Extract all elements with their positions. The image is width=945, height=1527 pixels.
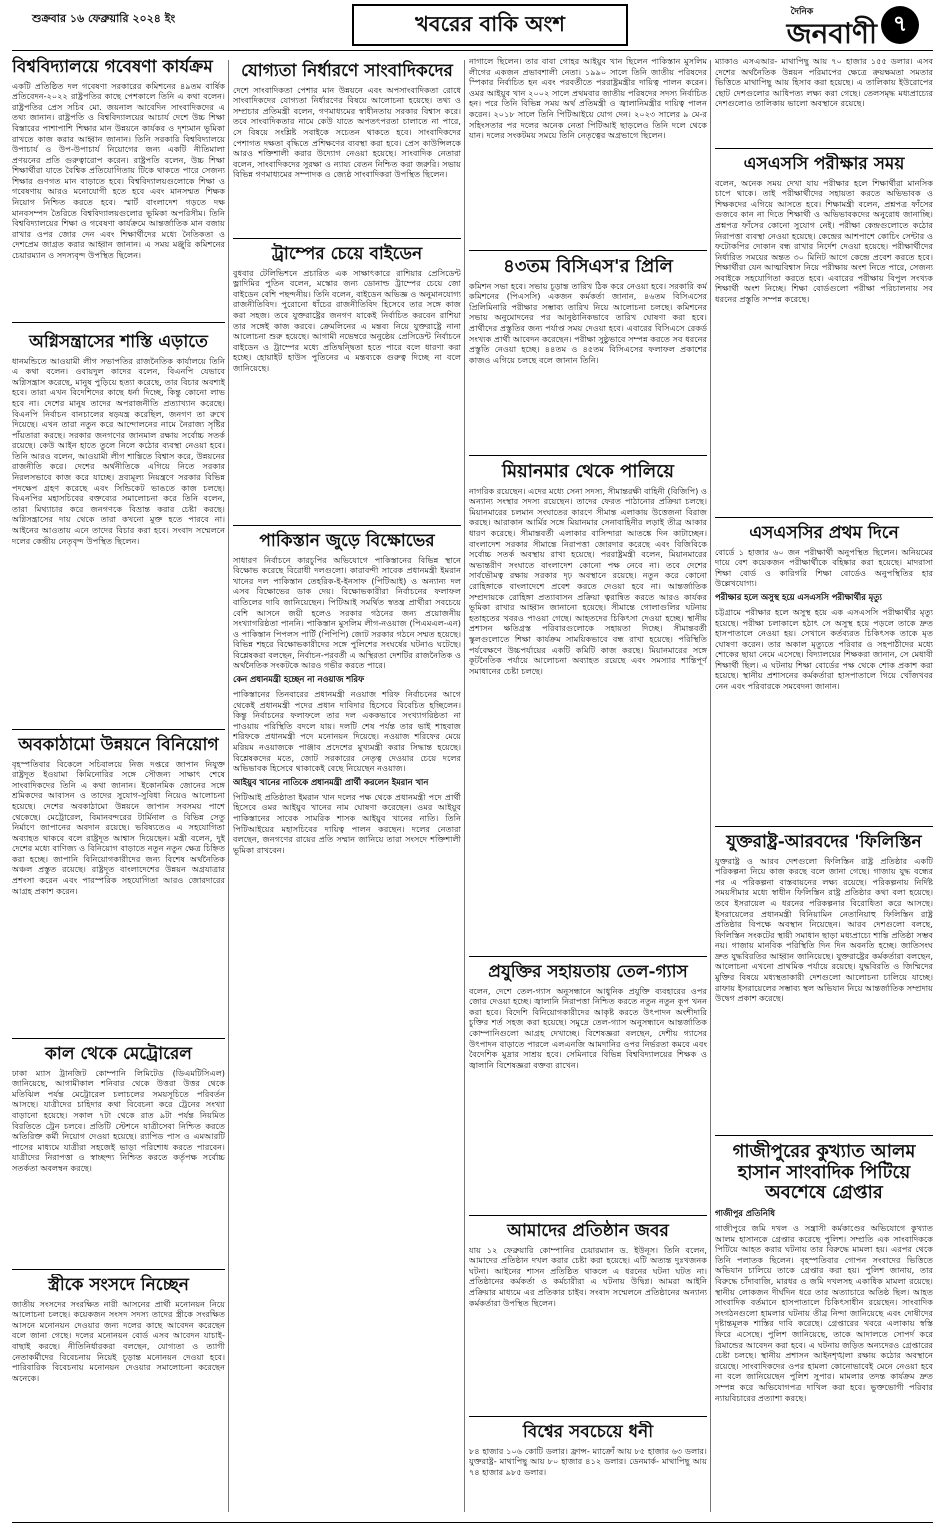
separator [233,525,461,526]
article-oil-gas [469,961,707,1211]
logo-name: জনবাণী [786,17,877,50]
column-2 [233,56,461,1517]
section-title: খবরের বাকি অংশ [352,4,628,46]
article-body: যায় ১২ ফেব্রুয়ারি কোম্পানির চেয়ারম্যান ড. ইউনূস। তিনি বলেন, আমাদের প্রতিষ্ঠান দখল করার চেষ্টা করা হয়েছে। এটি অত্যন্ত দুঃখজনক ঘটনা। আইনের শাসন প্রতিষ্ঠিত থাকলে এ ধরনের ঘটনা ঘটত না। প্রতিষ্ঠানের কর্মকর্তা ও কর্মচারীরা এ ঘটনায় উদ্বিগ্ন। আমরা আইনি প্রক্রিয়ার মাধ্যমে এর প্রতিকার চাইব। সংবাদ সম্মেলনে প্রতিষ্ঠানের অন্যান্য কর্মকর্তারা উপস্থিত ছিলেন। [469,1244,707,1308]
article-body: জাতীয় সংসদের সংরক্ষিত নারী আসনের প্রার্থী মনোনয়ন নিয়ে আলোচনা চলছে। কয়েকজন সংসদ সদস্য তাদের স্ত্রীকে সংরক্ষিত আসনে মনোনয়ন দেওয়ার জন্য দলের কাছে আবেদন করেছেন বলে জানা গেছে। দলের মনোনয়ন বোর্ড এসব আবেদন যাচাই-বাছাই করছে। নীতিনির্ধারকরা বলছেন, যোগ্যতা ও ত্যাগী নেতাকর্মীদের বিবেচনায় নিয়েই চূড়ান্ত মনোনয়ন দেওয়া হবে। পারিবারিক বিবেচনায় মনোনয়ন দেওয়ার সমালোচনা করেছেন অনেকে। [12,1298,225,1383]
article-body: নাগালে ছিলেন। তার বাবা গোহর আইয়ুব খান ছিলেন পাকিস্তান মুসলিম লীগের একজন প্রভাবশালী নেতা। ১৯৯০ সালে তিনি জাতীয় পরিষদের স্পিকার নির্বাচিত হন এবং পরবর্তীতে পররাষ্ট্রমন্ত্রীর দায়িত্ব পালন করেন। ওমর আইয়ুব খান ২০০২ সালে প্রথমবার জাতীয় পরিষদের সদস্য নির্বাচিত হন। পরে তিনি বিভিন্ন সময় অর্থ প্রতিমন্ত্রী ও জ্বালানিমন্ত্রীর দায়িত্ব পালন করেন। ২০১৮ সালে তিনি পিটিআইয়ে যোগ দেন। ২০২৩ সালের ৯ মে-র সহিংসতার পর দলের অনেক নেতা পিটিআই ছাড়লেও তিনি দলে থেকে যান। দলের সংকটময় সময়ে তিনি নেতৃত্বের অগ্রভাগে ছিলেন। [469,56,707,141]
headline: মিয়ানমার থেকে পালিয়ে [502,461,674,482]
headline: প্রযুক্তির সহায়তায় তেল-গ্যাস [488,962,688,982]
article-wife-parliament [12,1274,225,1509]
article-biden-trump [233,243,461,521]
column-divider [710,60,711,1512]
article-infrastructure-investment [12,734,225,1034]
headline: আমাদের প্রতিষ্ঠান জবর [507,1221,669,1241]
article-metrorail [12,1043,225,1265]
headline: বিশ্বের সবচেয়ে ধনী [522,1422,654,1442]
article-body: ধানমন্ডিতে আওয়ামী লীগ সভাপতির রাজনৈতিক কার্যালয়ে তিনি এ কথা বলেন। ওবায়দুল কাদের বলেন, বিএনপি যেভাবে অগ্নিসন্ত্রাস করেছে, মানুষ পুড়িয়ে হত্যা করেছে, তার বিচার অবশ্যই হবে। তারা এখন বিদেশিদের কাছে ধর্না দিচ্ছে, কিন্তু কোনো লাভ হবে না। দেশের মানুষ তাদের অপরাজনীতি প্রত্যাখ্যান করেছে। বিএনপি নির্বাচন বানচালের ষড়যন্ত্র করেছিল, জনগণ তা রুখে দিয়েছে। এখন তারা নতুন করে আন্দোলনের নামে নৈরাজ্য সৃষ্টির পাঁয়তারা করছে। সরকার জনগণের জানমাল রক্ষায় সর্বোচ্চ সতর্ক রয়েছে। কেউ আইন হাতে তুলে নিলে কঠোর ব্যবস্থা নেওয়া হবে। তিনি আরও বলেন, আওয়ামী লীগ শান্তিতে বিশ্বাস করে, উন্নয়নের রাজনীতি করে। দেশের অর্থনীতিকে এগিয়ে নিতে সরকার নিরলসভাবে কাজ করে যাচ্ছে। দ্রব্যমূল্য নিয়ন্ত্রণে সরকার বিভিন্ন পদক্ষেপ গ্রহণ করেছে এবং সিন্ডিকেট ভাঙতে কাজ চলছে। বিএনপির মহাসচিবের বক্তব্যের সমালোচনা করে তিনি বলেন, তারা মিথ্যাচার করে জনগণকে বিভ্রান্ত করার চেষ্টা করছে। অগ্নিসন্ত্রাসের দায় থেকে তারা কখনো মুক্ত হতে পারবে না। আইনের আওতায় এনে তাদের বিচার করা হবে। সংবাদ সম্মেলনে দলের কেন্দ্রীয় নেতৃবৃন্দ উপস্থিত ছিলেন। [12,355,225,546]
byline: গাজীপুর প্রতিনিধি [715,1208,775,1219]
article-body: কমিশন সভা হবে। সভায় চূড়ান্ত তারিখ ঠিক করে নেওয়া হবে। সরকারি কর্ম কমিশনের (পিএসসি) একজন কর্মকর্তা জানান, ৪৬তম বিসিএসের প্রিলিমিনারি পরীক্ষার সম্ভাব্য তারিখ নিয়ে আলোচনা চলছে। কমিশনের সভায় অনুমোদনের পর আনুষ্ঠানিকভাবে তারিখ ঘোষণা করা হবে। প্রার্থীদের প্রস্তুতির জন্য পর্যাপ্ত সময় দেওয়া হবে। এবারের বিসিএসে রেকর্ড সংখ্যক প্রার্থী আবেদন করেছেন। পরীক্ষা সুষ্ঠুভাবে সম্পন্ন করতে সব ধরনের প্রস্তুতি নেওয়া হচ্ছে। ৪৪তম ও ৪৫তম বিসিএসের ফলাফল প্রকাশের কাজও এগিয়ে চলছে বলে জানান তিনি। [469,280,707,365]
separator [12,1269,225,1270]
column-divider [228,60,229,1512]
article-ssc-first-day [715,522,933,822]
article-us-arab-palestine [715,831,933,1131]
article-body: ৮৪ হাজার ১০৬ কোটি ডলার। ফ্রান্স- ম্যাক্রোঁ আয় ৮৫ হাজার ৬৩ ডলার। যুক্তরাষ্ট্র- মাথাপিছু আয় ৮০ হাজার ৪১২ ডলার। ডেনমার্ক- মাথাপিছু আয় ৭৪ হাজার ৯৮৫ ডলার। [469,1445,707,1477]
article-body: দেশে সাংবাদিকতা পেশার মান উন্নয়নে এবং অপসাংবাদিকতা রোধে সাংবাদিকদের যোগ্যতা নির্ধারণের বিষয়ে আলোচনা হয়েছে। তথ্য ও সম্প্রচার প্রতিমন্ত্রী বলেন, গণমাধ্যমের স্বাধীনতায় সরকার বিশ্বাস করে। তবে সাংবাদিকতার নামে কেউ যাতে অপতৎপরতা চালাতে না পারে, সে বিষয়ে সংশ্লিষ্ট সবাইকে সচেতন থাকতে হবে। সাংবাদিকদের পেশাগত দক্ষতা বৃদ্ধিতে প্রশিক্ষণের ব্যবস্থা করা হবে। প্রেস কাউন্সিলকে আরও শক্তিশালী করার উদ্যোগ নেওয়া হয়েছে। সাংবাদিক নেতারা বলেন, সাংবাদিকদের সুরক্ষা ও ন্যায্য বেতন নিশ্চিত করা জরুরি। সভায় বিভিন্ন গণমাধ্যমের সম্পাদক ও জ্যেষ্ঠ সাংবাদিকরা উপস্থিত ছিলেন। [233,84,461,180]
article-body: চট্টগ্রামে পরীক্ষার হলে অসুস্থ হয়ে এক এসএসসি পরীক্ষার্থীর মৃত্যু হয়েছে। পরীক্ষা চলাকালে হঠাৎ সে অসুস্থ হয়ে পড়লে তাকে দ্রুত হাসপাতালে নেওয়া হয়। সেখানে কর্তব্যরত চিকিৎসক তাকে মৃত ঘোষণা করেন। তার অকাল মৃত্যুতে পরিবার ও সহপাঠীদের মধ্যে শোকের ছায়া নেমে এসেছে। বিদ্যালয়ের শিক্ষকরা জানান, সে মেধাবী শিক্ষার্থী ছিল। এ ঘটনায় শিক্ষা বোর্ডের পক্ষ থেকে শোক প্রকাশ করা হয়েছে। স্থানীয় প্রশাসনের কর্মকর্তারা হাসপাতালে গিয়ে খোঁজখবর নেন এবং পরিবারকে সমবেদনা জানান। [715,606,933,692]
article-body: বলেন, অনেক সময় দেখা যায় পরীক্ষার হলে শিক্ষার্থীরা মানসিক চাপে থাকে। তাই পরীক্ষার্থীদের সহায়তা করতে অভিভাবক ও শিক্ষকদের এগিয়ে আসতে হবে। শিক্ষামন্ত্রী বলেন, প্রশ্নপত্র ফাঁসের গুজবে কান না দিতে শিক্ষার্থী ও অভিভাবকদের অনুরোধ জানাচ্ছি। প্রশ্নপত্র ফাঁসের কোনো সুযোগ নেই। পরীক্ষা কেন্দ্রগুলোতে কঠোর নিরাপত্তা ব্যবস্থা নেওয়া হয়েছে। কেন্দ্রের আশপাশে কোচিং সেন্টার ও ফটোকপির দোকান বন্ধ রাখার নির্দেশ দেওয়া হয়েছে। পরীক্ষার্থীদের নির্ধারিত সময়ের অন্তত ৩০ মিনিট আগে কেন্দ্রে প্রবেশ করতে হবে। শিক্ষার্থীরা যেন আত্মবিশ্বাস নিয়ে পরীক্ষায় অংশ নিতে পারে, সেজন্য সবাইকে সহযোগিতা করতে হবে। এবারের পরীক্ষায় বিপুল সংখ্যক শিক্ষার্থী অংশ নিচ্ছে। শিক্ষা বোর্ডগুলো পরীক্ষা পরিচালনায় সব ধরনের প্রস্তুতি সম্পন্ন করেছে। [715,177,933,305]
article-continuation [715,56,933,144]
article-gazipur-arrest [715,1140,933,1517]
headline: অবকাঠামো উন্নয়নে বিনিয়োগ [18,735,219,755]
column-3 [469,56,707,1517]
article-richest-countries [469,1421,707,1517]
headline: স্ত্রীকে সংসদে নিচ্ছেন [48,1275,189,1295]
article-body: বৃহস্পতিবার বিকেলে সচিবালয়ে নিজ দপ্তরে জাপান নিযুক্ত রাষ্ট্রদূত ইওয়ামা কিমিনোরির সঙ্গে সৌজন্য সাক্ষাৎ শেষে সাংবাদিকদের তিনি এ কথা জানান। ইকোনমিক জোনের সঙ্গে শ্রমিকদের আবাসন ও তাদের সুযোগ-সুবিধা নিয়েও আলোচনা হয়েছে। দেশের অবকাঠামো উন্নয়নে জাপান সবসময় পাশে থেকেছে। মেট্রোরেল, বিমানবন্দরের টার্মিনাল ও বিভিন্ন সেতু নির্মাণে জাপানের অবদান রয়েছে। ভবিষ্যতেও এ সহযোগিতা অব্যাহত থাকবে বলে রাষ্ট্রদূত আশ্বাস দিয়েছেন। মন্ত্রী বলেন, দুই দেশের মধ্যে বাণিজ্য ও বিনিয়োগ বাড়াতে নতুন নতুন ক্ষেত্র চিহ্নিত করা হচ্ছে। জাপানি বিনিয়োগকারীদের জন্য বিশেষ অর্থনৈতিক অঞ্চল প্রস্তুত রয়েছে। রাষ্ট্রদূত বাংলাদেশের উন্নয়ন অগ্রযাত্রার প্রশংসা করেন এবং পারস্পরিক সহযোগিতা আরও জোরদারের আগ্রহ প্রকাশ করেন। [12,758,225,896]
masthead-rule [12,50,933,51]
headline: যোগ্যতা নির্ধারণে সাংবাদিকদের [241,61,453,81]
separator [715,1135,933,1136]
separator [715,148,933,149]
bottom-rule [12,1522,933,1523]
headline: যুক্তরাষ্ট্র-আরবদের 'ফিলিস্তিন [726,832,922,852]
article-body: সাধারণ নির্বাচনে কারচুপির অভিযোগে পাকিস্তানের বিভিন্ন স্থানে বিক্ষোভ করেছে বিরোধী দলগুলো। কারাবন্দী সাবেক প্রধানমন্ত্রী ইমরান খানের দল পাকিস্তান তেহরিক-ই-ইনসাফ (পিটিআই) ও অন্যান্য দল এসব বিক্ষোভের ডাক দেয়। বিক্ষোভকারীরা নির্বাচনের ফলাফল বাতিলের দাবি জানিয়েছেন। পিটিআই সমর্থিত স্বতন্ত্র প্রার্থীরা সবচেয়ে বেশি আসনে জয়ী হলেও সরকার গঠনের জন্য প্রয়োজনীয় সংখ্যাগরিষ্ঠতা পাননি। পাকিস্তান মুসলিম লীগ-নওয়াজ (পিএমএল-এন) ও পাকিস্তান পিপলস পার্টি (পিপিপি) জোট সরকার গঠনে সম্মত হয়েছে। বিভিন্ন শহরে বিক্ষোভকারীদের সঙ্গে পুলিশের সংঘর্ষের ঘটনাও ঘটেছে। বিশ্লেষকরা বলছেন, নির্বাচন-পরবর্তী এ অস্থিরতা দেশটির রাজনৈতিক ও অর্থনৈতিক সংকটকে আরও গভীর করতে পারে। [233,554,461,671]
headline: বিশ্ববিদ্যালয়ে গবেষণা কার্যক্রম [12,57,213,77]
issue-date: শুক্রবার ১৬ ফেব্রুয়ারি ২০২৪ ইং [32,12,176,25]
headline: অগ্নিসন্ত্রাসের শাস্তি এড়াতে [29,332,208,352]
headline: ৪৩তম বিসিএস'র প্রিলি [503,256,673,277]
separator [469,1215,707,1216]
article-university-research [12,56,225,318]
article-body: ঢাকা ম্যাস ট্রানজিট কোম্পানি লিমিটেড (ডিএমটিসিএল) জানিয়েছে, আগামীকাল শনিবার থেকে উত্তরা উত্তর থেকে মতিঝিল পর্যন্ত মেট্রোরেল চলাচলের সময়সূচিতে পরিবর্তন আসছে। যাত্রীদের চাহিদার কথা বিবেচনা করে ট্রেনের সংখ্যা বাড়ানো হয়েছে। সকাল ৭টা থেকে রাত ৯টা পর্যন্ত নিয়মিত বিরতিতে ট্রেন চলবে। প্রতিটি স্টেশনে যাত্রীসেবা নিশ্চিত করতে অতিরিক্ত কর্মী নিয়োগ দেওয়া হয়েছে। র‍্যাপিড পাস ও এমআরটি পাসের মাধ্যমে যাত্রীরা সহজেই ভাড়া পরিশোধ করতে পারবেন। যাত্রীদের নিরাপত্তা ও স্বাচ্ছন্দ্য নিশ্চিত করতে কর্তৃপক্ষ সর্বোচ্চ সতর্কতা অবলম্বন করছে। [12,1067,225,1173]
article-body: গাজীপুরে জমি দখল ও সন্ত্রাসী কর্মকাণ্ডের অভিযোগে কুখ্যাত আলম হাসানকে গ্রেপ্তার করেছে পুলিশ। সম্প্রতি এক সাংবাদিককে পিটিয়ে আহত করার ঘটনায় তার বিরুদ্ধে মামলা হয়। এরপর থেকে তিনি পলাতক ছিলেন। বৃহস্পতিবার গোপন সংবাদের ভিত্তিতে অভিযান চালিয়ে তাকে গ্রেপ্তার করা হয়। পুলিশ জানায়, তার বিরুদ্ধে চাঁদাবাজি, মারধর ও জমি দখলসহ একাধিক মামলা রয়েছে। স্থানীয় লোকজন দীর্ঘদিন ধরে তার অত্যাচারে অতিষ্ঠ ছিল। আহত সাংবাদিক বর্তমানে হাসপাতালে চিকিৎসাধীন রয়েছেন। সাংবাদিক সংগঠনগুলো হামলার ঘটনায় তীব্র নিন্দা জানিয়েছে এবং দোষীদের দৃষ্টান্তমূলক শাস্তির দাবি করেছে। গ্রেপ্তারের খবরে এলাকায় স্বস্তি ফিরে এসেছে। পুলিশ জানিয়েছে, তাকে আদালতে সোপর্দ করে রিমান্ডের আবেদন করা হবে। এ ঘটনায় জড়িত অন্যদেরও গ্রেপ্তারের চেষ্টা চলছে। স্থানীয় প্রশাসন আইনশৃঙ্খলা রক্ষায় কঠোর অবস্থানে রয়েছে। সাংবাদিকদের ওপর হামলা কোনোভাবেই মেনে নেওয়া হবে না বলে জানিয়েছেন পুলিশ সুপার। মামলার তদন্ত কার্যক্রম দ্রুত সম্পন্ন করে অভিযোগপত্র দাখিল করা হবে। ভুক্তভোগী পরিবার ন্যায়বিচারের প্রত্যাশা করছে। [715,1223,933,1403]
separator [715,517,933,518]
article-pakistan-protest [233,530,461,1517]
separator [469,250,707,251]
headline: পাকিস্তান জুড়ে বিক্ষোভের [259,531,435,551]
page-number: ৭ [881,6,919,44]
subheading: আইয়ুব খানের নাতিকে প্রধানমন্ত্রী প্রার্থী করলেন ইমরান খান [233,776,429,787]
column-4 [715,56,933,1517]
separator [469,956,707,957]
article-journalist-qualification [233,56,461,234]
headline: এসএসসির প্রথম দিনে [749,523,899,543]
article-myanmar-flee [469,460,707,952]
article-body: বুধবার টেলিভিশনে প্রচারিত এক সাক্ষাৎকারে রাশিয়ার প্রেসিডেন্ট ভ্লাদিমির পুতিন বলেন, মস্কোর জন্য ডোনাল্ড ট্রাম্পের চেয়ে জো বাইডেন বেশি পছন্দনীয়। তিনি বলেন, বাইডেন অভিজ্ঞ ও অনুমানযোগ্য রাজনীতিবিদ। পুরোনো ধাঁচের রাজনীতিবিদ হিসেবে তার সঙ্গে কাজ করা সহজ। তবে যুক্তরাষ্ট্রের জনগণ যাকেই নির্বাচিত করবেন রাশিয়া তার সঙ্গেই কাজ করবে। ক্রেমলিনের এ মন্তব্য নিয়ে যুক্তরাষ্ট্রে নানা আলোচনা শুরু হয়েছে। আগামী নভেম্বরে অনুষ্ঠেয় প্রেসিডেন্ট নির্বাচনে বাইডেন ও ট্রাম্পের মধ্যে প্রতিদ্বন্দ্বিতা হতে পারে বলে ধারণা করা হচ্ছে। হোয়াইট হাউস পুতিনের এ মন্তব্যকে গুরুত্ব দিচ্ছে না বলে জানিয়েছে। [233,267,461,373]
column-divider [464,60,465,1512]
headline: ট্রাম্পের চেয়ে বাইডেন [271,244,423,264]
masthead [12,0,933,56]
article-body: বলেন, দেশে তেল-গ্যাস অনুসন্ধানে আধুনিক প্রযুক্তি ব্যবহারের ওপর জোর দেওয়া হচ্ছে। জ্বালানি নিরাপত্তা নিশ্চিত করতে নতুন নতুন কূপ খনন করা হবে। বিদেশি বিনিয়োগকারীদের আকৃষ্ট করতে উৎপাদন অংশীদারি চুক্তির শর্ত সহজ করা হয়েছে। সমুদ্রে তেল-গ্যাস অনুসন্ধানে আন্তর্জাতিক কোম্পানিগুলো আগ্রহ দেখাচ্ছে। বিশেষজ্ঞরা বলছেন, দেশীয় গ্যাসের উৎপাদন বাড়াতে পারলে এলএনজি আমদানির ওপর নির্ভরতা কমবে এবং বৈদেশিক মুদ্রার সাশ্রয় হবে। সেমিনারে বিভিন্ন বিশ্ববিদ্যালয়ের শিক্ষক ও জ্বালানি বিশেষজ্ঞরা বক্তব্য রাখেন। [469,985,707,1070]
separator [715,826,933,827]
headline: গাজীপুরের কুখ্যাত আলম হাসান সাংবাদিক পিটিয়ে অবশেষে গ্রেপ্তার [732,1141,916,1204]
separator [12,1038,225,1039]
separator [233,238,461,239]
article-body: নাগরিক রয়েছেন। এদের মধ্যে সেনা সদস্য, সীমান্তরক্ষী বাহিনী (বিজিপি) ও অন্যান্য সংস্থার সদস্য রয়েছেন। তাদের ফেরত পাঠানোর প্রক্রিয়া চলছে। মিয়ানমারের চলমান সংঘাতের কারণে সীমান্ত এলাকায় উত্তেজনা বিরাজ করছে। আরাকান আর্মির সঙ্গে মিয়ানমার সেনাবাহিনীর লড়াই তীব্র আকার ধারণ করেছে। সীমান্তবর্তী এলাকার বাসিন্দারা আতঙ্কে দিন কাটাচ্ছেন। বাংলাদেশ সরকার সীমান্তে নিরাপত্তা জোরদার করেছে এবং বিজিবিকে সর্বোচ্চ সতর্ক অবস্থায় রাখা হয়েছে। পররাষ্ট্রমন্ত্রী বলেন, মিয়ানমারের অভ্যন্তরীণ সংঘাতে বাংলাদেশ কোনো পক্ষ নেবে না। তবে দেশের সার্বভৌমত্ব রক্ষায় সরকার দৃঢ় অবস্থানে রয়েছে। নতুন করে কোনো রোহিঙ্গাকে বাংলাদেশে প্রবেশ করতে দেওয়া হবে না। আন্তর্জাতিক সম্প্রদায়কে রোহিঙ্গা প্রত্যাবাসন প্রক্রিয়া ত্বরান্বিত করতে আরও কার্যকর ভূমিকা রাখার আহ্বান জানানো হয়েছে। সীমান্তে গোলাগুলির ঘটনায় হতাহতের খবরও পাওয়া গেছে। আহতদের চিকিৎসা দেওয়া হচ্ছে। স্থানীয় প্রশাসন ক্ষতিগ্রস্ত পরিবারগুলোকে সহায়তা দিচ্ছে। সীমান্তবর্তী স্কুলগুলোতে শিক্ষা কার্যক্রম সাময়িকভাবে বন্ধ রাখা হয়েছে। পরিস্থিতি পর্যবেক্ষণে উচ্চপর্যায়ের একটি কমিটি কাজ করছে। মিয়ানমারের সঙ্গে কূটনৈতিক পর্যায়ে আলোচনা অব্যাহত রয়েছে এবং সমস্যার শান্তিপূর্ণ সমাধানের চেষ্টা চলছে। [469,485,707,676]
article-body: পিটিআই প্রতিষ্ঠাতা ইমরান খান দলের পক্ষ থেকে প্রধানমন্ত্রী পদে প্রার্থী হিসেবে ওমর আইয়ুব খানের নাম ঘোষণা করেছেন। ওমর আইয়ুব পাকিস্তানের সাবেক সামরিক শাসক আইয়ুব খানের নাতি। তিনি পিটিআইয়ের মহাসচিবের দায়িত্ব পালন করছেন। দলের নেতারা বলছেন, জনগণের রায়ের প্রতি সম্মান জানিয়ে তারা সংসদে শক্তিশালী ভূমিকা রাখবেন। [233,791,461,855]
article-body: একটি প্রতিষ্ঠিত দল গবেষণা সরকারের কমিশনের ৪৯তম বার্ষিক প্রতিবেদন-২০২২ রাষ্ট্রপতির কাছে পেশকালে তিনি এ কথা বলেন। রাষ্ট্রপতির প্রেস সচিব মো. জয়নাল আবেদিন সাংবাদিকদের এ তথ্য জানান। রাষ্ট্রপতি ও বিশ্ববিদ্যালয়ের আচার্য দেশে উচ্চ শিক্ষা বিস্তারের পাশাপাশি শিক্ষার মান উন্নয়নে কার্যকর ও দৃশ্যমান ভূমিকা রাখতে কাজ করার আহ্বান জানান। তিনি সরকারি বিশ্ববিদ্যালয়ে উপাচার্য ও উপ-উপাচার্য নিয়োগের জন্য একটি নীতিমালা প্রণয়নের প্রতি গুরুত্বারোপ করেন। রাষ্ট্রপতি বলেন, উচ্চ শিক্ষা শিক্ষার্থীরা যাতে বৈশ্বিক প্রতিযোগিতায় টিকে থাকতে পারে সেজন্য শিক্ষার গুণগত মান বাড়াতে হবে। বিশ্ববিদ্যালয়গুলোকে শিক্ষা ও গবেষণায় আরও মনোযোগী হতে হবে এবং মানসম্মত শিক্ষক নিয়োগ নিশ্চিত করতে হবে। স্মার্ট বাংলাদেশ গড়তে দক্ষ মানবসম্পদ তৈরিতে বিশ্ববিদ্যালয়গুলোর ভূমিকা অপরিসীম। তিনি বিশ্ববিদ্যালয়ের শিক্ষা ও গবেষণা কার্যক্রমে আন্তর্জাতিক মান বজায় রাখার ওপর জোর দেন এবং শিক্ষার্থীদের মধ্যে নৈতিকতা ও দেশপ্রেম জাগ্রত করার আহ্বান জানান। এ সময় মঞ্জুরি কমিশনের চেয়ারম্যান ও সদস্যবৃন্দ উপস্থিত ছিলেন। [12,80,225,261]
article-institution-seized [469,1220,707,1412]
separator [469,1416,707,1417]
article-body: ম্যাকাও এসএআর- মাথাপিছু আয় ৭০ হাজার ১৫৫ ডলার। এসব দেশের অর্থনৈতিক উন্নয়ন পরিমাপের ক্ষেত্রে ক্রয়ক্ষমতা সমতার ভিত্তিতে মাথাপিছু আয় হিসাব করা হয়েছে। এ তালিকায় ইউরোপের ছোট দেশগুলোর আধিপত্য লক্ষ্য করা গেছে। তেলসমৃদ্ধ মধ্যপ্রাচ্যের দেশগুলোও তালিকায় ভালো অবস্থানে রয়েছে। [715,56,933,109]
headline: কাল থেকে মেট্রোরেল [45,1044,192,1064]
columns [12,56,933,1517]
separator [12,322,225,323]
article-continuation [469,56,707,246]
article-body: যুক্তরাষ্ট্র ও আরব দেশগুলো ফিলিস্তিন রাষ্ট্র প্রতিষ্ঠার একটি পরিকল্পনা নিয়ে কাজ করছে বলে জানা গেছে। গাজায় যুদ্ধ বন্ধের পর এ পরিকল্পনা বাস্তবায়নের লক্ষ্য রয়েছে। পরিকল্পনায় নির্দিষ্ট সময়সীমার মধ্যে স্বাধীন ফিলিস্তিন রাষ্ট্র প্রতিষ্ঠার কথা বলা হয়েছে। তবে ইসরায়েল এ ধরনের পরিকল্পনার বিরোধিতা করে আসছে। ইসরায়েলের প্রধানমন্ত্রী বিনিয়ামিন নেতানিয়াহু ফিলিস্তিন রাষ্ট্র প্রতিষ্ঠার বিপক্ষে অবস্থান নিয়েছেন। আরব দেশগুলো বলছে, ফিলিস্তিন সংকটের স্থায়ী সমাধান ছাড়া মধ্যপ্রাচ্যে শান্তি প্রতিষ্ঠা সম্ভব নয়। গাজায় মানবিক পরিস্থিতি দিন দিন অবনতি হচ্ছে। জাতিসংঘ দ্রুত যুদ্ধবিরতির আহ্বান জানিয়েছে। যুক্তরাষ্ট্রের কর্মকর্তারা বলছেন, আলোচনা এখনো প্রাথমিক পর্যায়ে রয়েছে। যুদ্ধবিরতি ও জিম্মিদের মুক্তির বিষয়ে মধ্যস্থতাকারী দেশগুলো আলোচনা চালিয়ে যাচ্ছে। রাফায় ইসরায়েলের সম্ভাব্য স্থল অভিযান নিয়ে আন্তর্জাতিক সম্প্রদায় উদ্বেগ প্রকাশ করেছে। [715,855,933,1004]
separator [12,729,225,730]
article-arson-punishment [12,327,225,725]
newspaper-logo [787,4,877,49]
logo-prefix: দৈনিক [790,7,814,17]
column-1 [12,56,225,1517]
separator [469,455,707,456]
headline: এসএসসি পরীক্ষার সময় [743,154,905,174]
article-body: পাকিস্তানের তিনবারের প্রধানমন্ত্রী নওয়াজ শরিফ নির্বাচনের আগে থেকেই প্রধানমন্ত্রী পদের প্রধান দাবিদার হিসেবে বিবেচিত হচ্ছিলেন। কিন্তু নির্বাচনের ফলাফলে তার দল এককভাবে সংখ্যাগরিষ্ঠতা না পাওয়ায় পরিস্থিতি বদলে যায়। দলটি শেষ পর্যন্ত তার ভাই শাহবাজ শরিফকে প্রধানমন্ত্রী পদে মনোনয়ন দিয়েছে। নওয়াজ শরিফের মেয়ে মরিয়ম নওয়াজকে পাঞ্জাব প্রদেশের মুখ্যমন্ত্রী করার সিদ্ধান্ত হয়েছে। বিশ্লেষকদের মতে, জোট সরকারের নেতৃত্ব দেওয়ার চেয়ে দলের অভিভাবক হিসেবে থাকাকেই বেছে নিয়েছেন নওয়াজ। [233,689,461,774]
subheading: পরীক্ষার হলে অসুস্থ হয়ে এসএসসি পরীক্ষার্থীর মৃত্যু [715,591,882,602]
article-ssc-exam-time [715,153,933,513]
article-bcs-prelim [469,255,707,451]
subheading: কেন প্রধানমন্ত্রী হচ্ছেন না নওয়াজ শরিফ [233,674,365,685]
article-body: বোর্ডে ১ হাজার ৬০ জন পরীক্ষার্থী অনুপস্থিত ছিলেন। অনিয়মের দায়ে বেশ কয়েকজন পরীক্ষার্থীকে বহিষ্কার করা হয়েছে। মাদরাসা শিক্ষা বোর্ড ও কারিগরি শিক্ষা বোর্ডেও অনুপস্থিতির হার উল্লেখযোগ্য। [715,546,933,589]
